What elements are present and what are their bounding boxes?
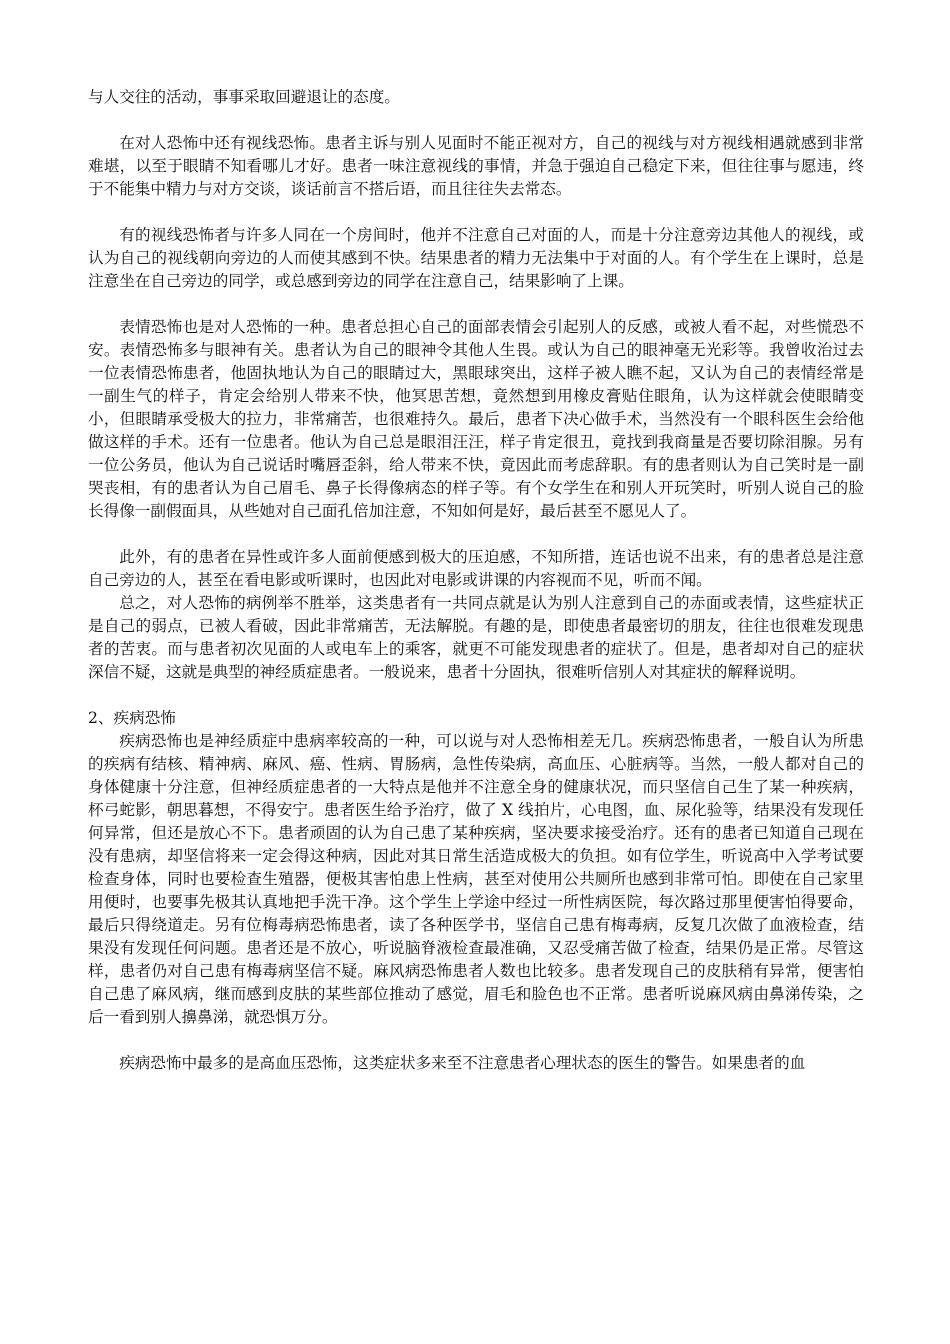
paragraph-7: 疾病恐怖也是神经质症中患病率较高的一种，可以说与对人恐怖相差无几。疾病恐怖患者，一般自认为所患的疾病有结核、精神病、麻风、癌、性病、胃肠病，急性传染病，高血压、心脏病等。当然，一般人都对自己的身体健康十分注意，但神经质症患者的一大特点是他并不注意全身的健康状况，而只坚信自己生了某一种疾病，杯弓蛇影，朝思暮想，不得安宁。患者医生给予治疗，做了 X 线拍片，心电图，血、尿化验等，结果没有发现任何异常，但还是放心不下。患者顽固的认为自己患了某种疾病，坚决要求接受治疗。还有的患者已知道自己现在没有患病，却坚信将来一定会得这种病，因此对其日常生活造成极大的负担。如有位学生，听说高中入学考试要检查身体，同时也要检查生殖器，便极其害怕患上性病，甚至对使用公共厕所也感到非常可怕。即使在自己家里用便时，也要事先极其认真地把手洗干净。这个学生上学途中经过一所性病医院，每次路过那里便害怕得要命，最后只得绕道走。另有位梅毒病恐怖患者，读了各种医学书，坚信自己患有梅毒病，反复几次做了血液检查，结果没有发现任何问题。患者还是不放心，听说脑脊液检查最准确，又忍受痛苦做了检查，结果仍是正常。尽管这样，患者仍对自己患有梅毒病坚信不疑。麻风病恐怖患者人数也比较多。患者发现自己的皮肤稍有异常，便害怕自己患了麻风病，继而感到皮肤的某些部位推动了感觉，眉毛和脸色也不正常。患者听说麻风病由鼻涕传染，之后一看到别人擤鼻涕，就恐惧万分。 [88,732,864,1026]
paragraph-8: 疾病恐怖中最多的是高血压恐怖，这类症状多来至不注意患者心理状态的医生的警告。如果患者的血 [119,1054,806,1072]
paragraph-3: 有的视线恐怖者与许多人同在一个房间时，他并不注意自己对面的人，而是十分注意旁边其他人的视线，或认为自己的视线朝向旁边的人而使其感到不快。结果患者的精力无法集中于对面的人。有个学生在上课时，总是注意坐在自己旁边的同学，或总感到旁边的同学在注意自己，结果影响了上课。 [88,226,864,290]
document-page [88,86,864,1075]
paragraph-2: 在对人恐怖中还有视线恐怖。患者主诉与别人见面时不能正视对方，自己的视线与对方视线相遇就感到非常难堪，以至于眼睛不知看哪儿才好。患者一味注意视线的事情，并急于强迫自己稳定下来，但往往事与愿违，终于不能集中精力与对方交谈，谈话前言不搭后语，而且往往失去常态。 [88,134,864,198]
section-heading: 2、疾病恐怖 [88,709,176,727]
paragraph-6: 总之，对人恐怖的病例举不胜举，这类患者有一共同点就是认为别人注意到自己的赤面或表情，这些症状正是自己的弱点，已被人看破，因此非常痛苦，无法解脱。有趣的是，即使患者最密切的朋友，往往也很难发现患者的苦衷。而与患者初次见面的人或电车上的乘客，就更不可能发现患者的症状了。但是，患者却对自己的症状深信不疑，这就是典型的神经质症患者。一般说来，患者十分固执，很难听信别人对其症状的解释说明。 [88,594,864,681]
paragraph-5: 此外，有的患者在异性或许多人面前便感到极大的压迫感，不知所措，连话也说不出来，有的患者总是注意自己旁边的人，甚至在看电影或听课时，也因此对电影或讲课的内容视而不见，听而不闻。 [88,548,864,589]
paragraph-1: 与人交往的活动，事事采取回避退让的态度。 [88,88,400,106]
paragraph-4: 表情恐怖也是对人恐怖的一种。患者总担心自己的面部表情会引起别人的反感，或被人看不起，对些慌恐不安。表情恐怖多与眼神有关。患者认为自己的眼神令其他人生畏。或认为自己的眼神毫无光彩等。我曾收治过去一位表情恐怖患者，他固执地认为自己的眼睛过大，黑眼球突出，这样子被人瞧不起，又认为自己的表情经常是一副生气的样子，肯定会给别人带来不快，他冥思苦想，竟然想到用橡皮膏贴住眼角，认为这样就会使眼睛变小，但眼睛承受极大的拉力，非常痛苦，也很难持久。最后，患者下决心做手术，当然没有一个眼科医生会给他做这样的手术。还有一位患者。他认为自己总是眼泪汪汪，样子肯定很丑，竟找到我商量是否要切除泪腺。另有一位公务员，他认为自己说话时嘴唇歪斜，给人带来不快，竟因此而考虑辞职。有的患者则认为自己笑时是一副哭丧相，有的患者认为自己眉毛、鼻子长得像病态的样子等。有个女学生在和别人开玩笑时，听别人说自己的脸长得像一副假面具，从些她对自己面孔倍加注意，不知如何是好，最后甚至不愿见人了。 [88,318,864,520]
